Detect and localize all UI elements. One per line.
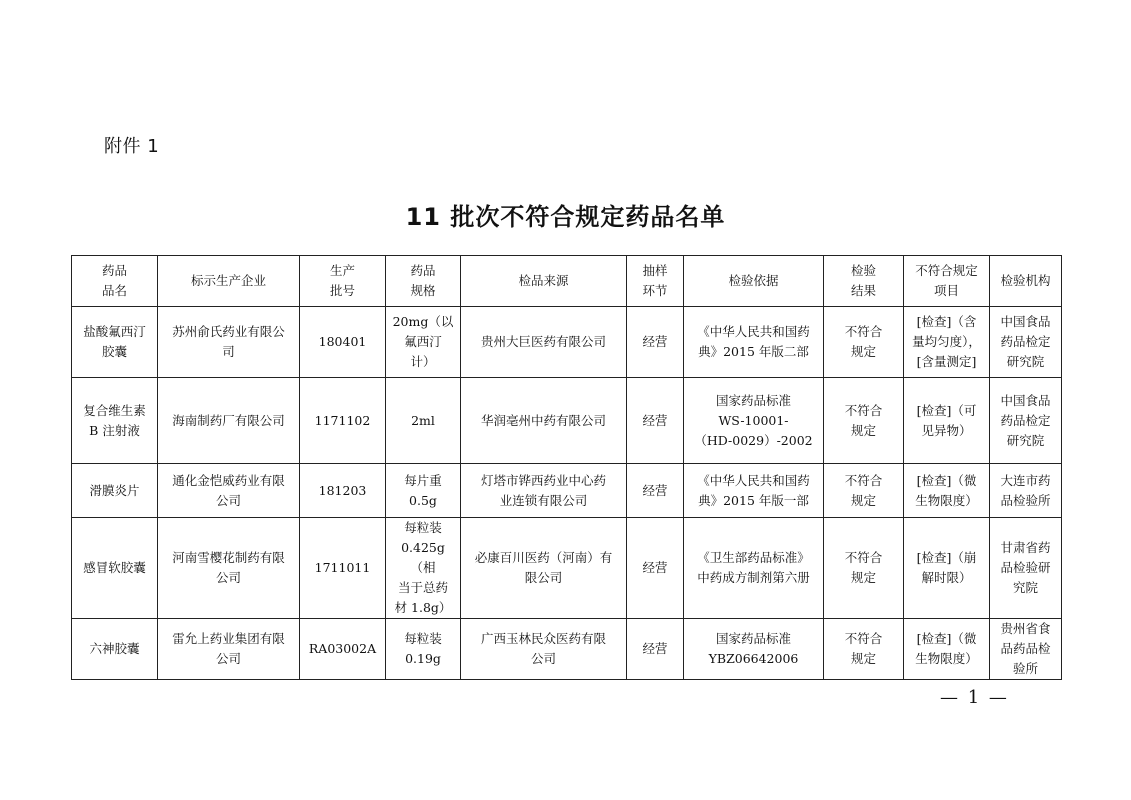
cell-batch-number: 1711011: [300, 518, 386, 619]
table-row: [72, 307, 1062, 378]
cell-nonconforming-items: [检查]（可 见异物）: [904, 378, 990, 464]
cell-sample-source: 贵州大巨医药有限公司: [461, 307, 627, 378]
cell-batch-number: 181203: [300, 464, 386, 518]
cell-manufacturer: 雷允上药业集团有限 公司: [158, 619, 300, 680]
cell-test-result: 不符合 规定: [824, 518, 904, 619]
cell-specification: 每粒装 0.19g: [386, 619, 461, 680]
cell-sampling-stage: 经营: [627, 378, 684, 464]
cell-sampling-stage: 经营: [627, 619, 684, 680]
table-row: [72, 464, 1062, 518]
table-row: [72, 518, 1062, 619]
header-drug-name: 药品 品名: [72, 256, 158, 307]
cell-test-result: 不符合 规定: [824, 464, 904, 518]
page-number: — 1 —: [940, 687, 1009, 708]
cell-sampling-stage: 经营: [627, 307, 684, 378]
cell-manufacturer: 海南制药厂有限公司: [158, 378, 300, 464]
document-title: 11 批次不符合规定药品名单: [405, 203, 726, 231]
cell-manufacturer: 通化金恺威药业有限 公司: [158, 464, 300, 518]
header-testing-institution: 检验机构: [990, 256, 1062, 307]
cell-sampling-stage: 经营: [627, 464, 684, 518]
cell-specification: 每片重 0.5g: [386, 464, 461, 518]
table-header-row: [72, 256, 1062, 307]
cell-sample-source: 广西玉林民众医药有限 公司: [461, 619, 627, 680]
nonconforming-drug-table: [71, 255, 1062, 680]
cell-drug-name: 盐酸氟西汀 胶囊: [72, 307, 158, 378]
cell-sample-source: 华润亳州中药有限公司: [461, 378, 627, 464]
header-sample-source: 检品来源: [461, 256, 627, 307]
cell-nonconforming-items: [检查]（含 量均匀度）， [含量测定]: [904, 307, 990, 378]
table-row: [72, 619, 1062, 680]
cell-test-result: 不符合 规定: [824, 378, 904, 464]
cell-specification: 2ml: [386, 378, 461, 464]
cell-manufacturer: 苏州俞氏药业有限公 司: [158, 307, 300, 378]
cell-testing-institution: 贵州省食 品药品检 验所: [990, 619, 1062, 680]
table-row: [72, 378, 1062, 464]
cell-testing-institution: 大连市药 品检验所: [990, 464, 1062, 518]
header-manufacturer: 标示生产企业: [158, 256, 300, 307]
cell-manufacturer: 河南雪樱花制药有限 公司: [158, 518, 300, 619]
header-test-result: 检验 结果: [824, 256, 904, 307]
cell-testing-institution: 甘肃省药 品检验研 究院: [990, 518, 1062, 619]
cell-test-result: 不符合 规定: [824, 307, 904, 378]
cell-test-result: 不符合 规定: [824, 619, 904, 680]
cell-testing-institution: 中国食品 药品检定 研究院: [990, 378, 1062, 464]
cell-test-basis: 《中华人民共和国药 典》2015 年版二部: [684, 307, 824, 378]
cell-sampling-stage: 经营: [627, 518, 684, 619]
cell-test-basis: 国家药品标准 YBZ06642006: [684, 619, 824, 680]
cell-batch-number: RA03002A: [300, 619, 386, 680]
cell-nonconforming-items: [检查]（崩 解时限）: [904, 518, 990, 619]
header-batch-number: 生产 批号: [300, 256, 386, 307]
header-test-basis: 检验依据: [684, 256, 824, 307]
header-sampling-stage: 抽样 环节: [627, 256, 684, 307]
cell-batch-number: 180401: [300, 307, 386, 378]
header-specification: 药品 规格: [386, 256, 461, 307]
cell-specification: 每粒装 0.425g（相 当于总药 材 1.8g）: [386, 518, 461, 619]
cell-drug-name: 滑膜炎片: [72, 464, 158, 518]
header-nonconforming-items: 不符合规定 项目: [904, 256, 990, 307]
cell-batch-number: 1171102: [300, 378, 386, 464]
cell-test-basis: 国家药品标准 WS-10001- （HD-0029）-2002: [684, 378, 824, 464]
attachment-label: 附件 1: [104, 136, 160, 157]
cell-nonconforming-items: [检查]（微 生物限度）: [904, 464, 990, 518]
cell-drug-name: 复合维生素 B 注射液: [72, 378, 158, 464]
cell-specification: 20mg（以 氟西汀 计）: [386, 307, 461, 378]
cell-nonconforming-items: [检查]（微 生物限度）: [904, 619, 990, 680]
cell-drug-name: 感冒软胶囊: [72, 518, 158, 619]
cell-test-basis: 《中华人民共和国药 典》2015 年版一部: [684, 464, 824, 518]
cell-test-basis: 《卫生部药品标准》 中药成方制剂第六册: [684, 518, 824, 619]
cell-testing-institution: 中国食品 药品检定 研究院: [990, 307, 1062, 378]
cell-sample-source: 必康百川医药（河南）有 限公司: [461, 518, 627, 619]
cell-drug-name: 六神胶囊: [72, 619, 158, 680]
cell-sample-source: 灯塔市铧西药业中心药 业连锁有限公司: [461, 464, 627, 518]
